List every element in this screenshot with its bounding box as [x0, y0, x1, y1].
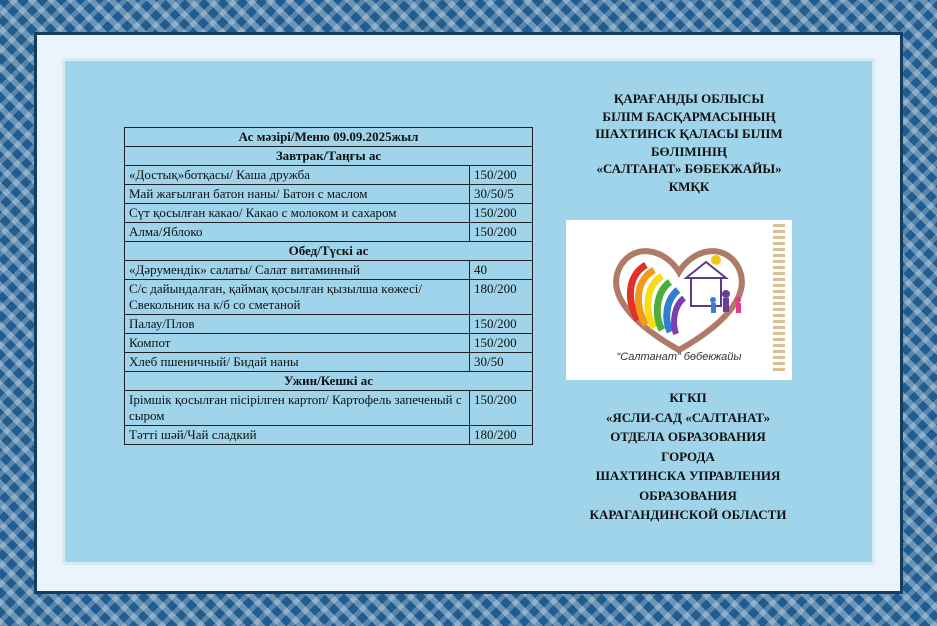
table-row	[125, 426, 533, 445]
portion: 150/200	[470, 204, 533, 223]
dish-name: Палау/Плов	[125, 315, 470, 334]
portion: 30/50/5	[470, 185, 533, 204]
footer-line: ОТДЕЛА ОБРАЗОВАНИЯ	[610, 429, 766, 444]
table-row	[125, 391, 533, 426]
header-line: «САЛТАНАТ» БӨБЕКЖАЙЫ»	[596, 161, 782, 176]
table-row	[125, 204, 533, 223]
table-row	[125, 353, 533, 372]
footer-line: КГКП	[669, 390, 707, 405]
dish-name: «Достық»ботқасы/ Каша дружба	[125, 166, 470, 185]
kindergarten-logo	[566, 220, 792, 380]
dish-name: Май жағылған батон наны/ Батон с маслом	[125, 185, 470, 204]
dish-name: Сүт қосылған какао/ Какао с молоком и сахаром	[125, 204, 470, 223]
portion: 40	[470, 261, 533, 280]
organization-footer-ru	[560, 388, 816, 525]
header-line: БӨЛІМІНІҢ	[650, 143, 728, 159]
portion: 180/200	[470, 280, 533, 315]
portion: 150/200	[470, 315, 533, 334]
footer-line: «ЯСЛИ-САД «САЛТАНАТ»	[605, 409, 771, 425]
table-row	[125, 280, 533, 315]
dish-name: Компот	[125, 334, 470, 353]
footer-line: ОБРАЗОВАНИЯ	[639, 487, 737, 503]
portion: 30/50	[470, 353, 533, 372]
footer-line: КАРАГАНДИНСКОЙ ОБЛАСТИ	[589, 507, 787, 522]
dish-name: С/с дайындалған, қаймақ қосылған қызылша көжесі/ Свекольник на к/б со сметаной	[125, 280, 470, 315]
section-lunch: Обед/Түскі ас	[125, 242, 533, 261]
portion: 150/200	[470, 334, 533, 353]
organization-header-kz	[566, 90, 812, 195]
header-line: КМҚК	[668, 178, 710, 194]
dish-name: Тәтті шәй/Чай сладкий	[125, 426, 470, 445]
dish-name: «Дәрумендік» салаты/ Салат витаминный	[125, 261, 470, 280]
menu-title: Ас мәзірі/Меню 09.09.2025жыл	[125, 128, 533, 147]
table-row	[125, 223, 533, 242]
table-row	[125, 315, 533, 334]
portion: 180/200	[470, 426, 533, 445]
table-row	[125, 185, 533, 204]
dish-name: Алма/Яблоко	[125, 223, 470, 242]
dish-name: Хлеб пшеничный/ Бидай наны	[125, 353, 470, 372]
section-dinner: Ужин/Кешкі ас	[125, 372, 533, 391]
table-row	[125, 166, 533, 185]
section-breakfast: Завтрак/Таңғы ас	[125, 147, 533, 166]
logo-caption: “Салтанат” бөбекжайы	[616, 351, 742, 363]
dish-name: Ірімшік қосылған пісірілген картоп/ Картофель запеченый с сыром	[125, 391, 470, 426]
footer-line: ШАХТИНСКА УПРАВЛЕНИЯ	[595, 468, 781, 483]
portion: 150/200	[470, 391, 533, 426]
header-line: ҚАРАҒАНДЫ ОБЛЫСЫ	[613, 91, 765, 106]
header-line: БІЛІМ БАСҚАРМАСЫНЫҢ	[602, 108, 776, 124]
footer-line: ГОРОДА	[661, 448, 715, 464]
portion: 150/200	[470, 166, 533, 185]
menu-table	[124, 127, 533, 445]
header-line: ШАХТИНСК ҚАЛАСЫ БІЛІМ	[595, 126, 783, 141]
table-row	[125, 334, 533, 353]
portion: 150/200	[470, 223, 533, 242]
table-row	[125, 261, 533, 280]
